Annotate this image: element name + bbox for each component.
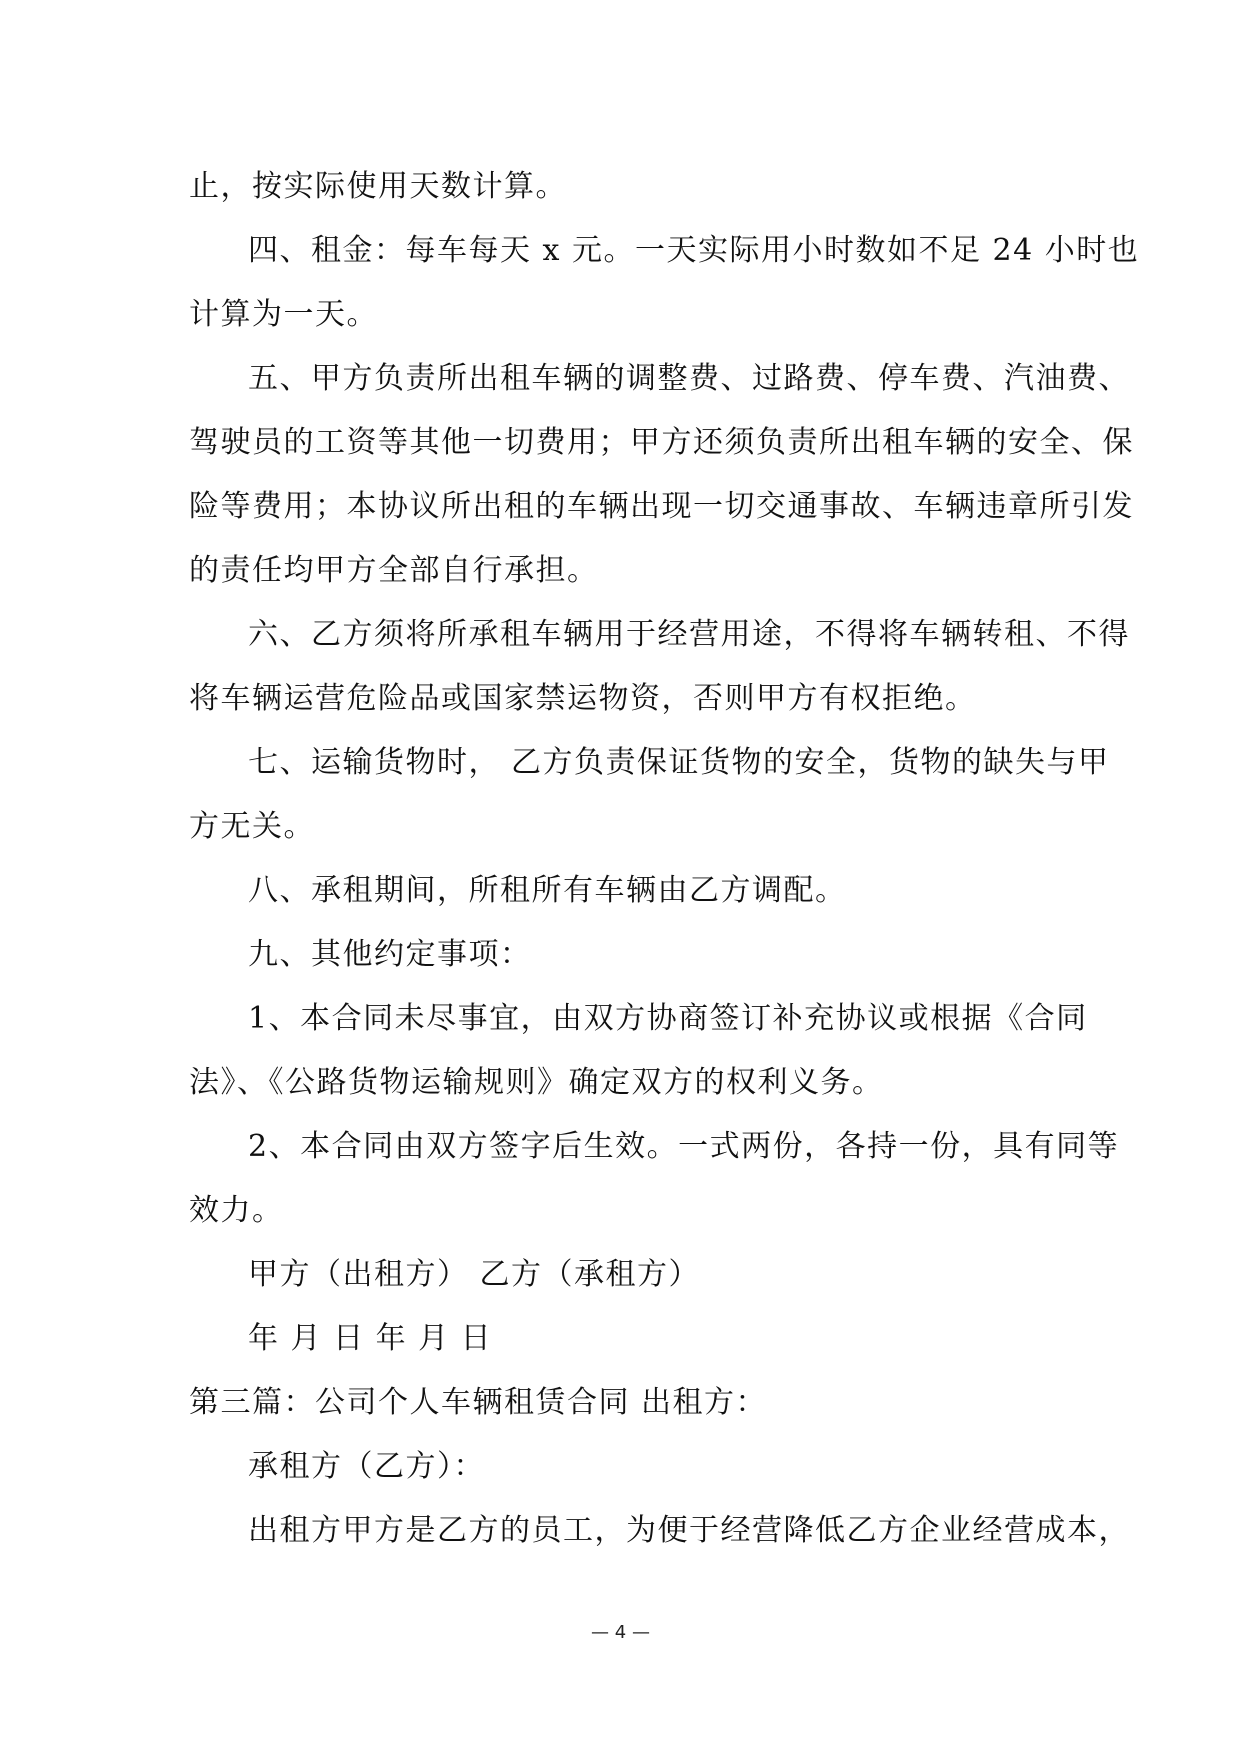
text-line: 六、乙方须将所承租车辆用于经营用途，不得将车辆转租、不得: [248, 617, 1130, 652]
text-line: 四、租金：每车每天 x 元。一天实际用小时数如不足 24 小时也: [248, 233, 1140, 268]
text-line: 险等费用；本协议所出租的车辆出现一切交通事故、车辆违章所引发: [189, 489, 1134, 524]
page-number: — 4 —: [591, 1622, 650, 1643]
text-line: 九、其他约定事项：: [248, 937, 532, 972]
text-line: 八、承租期间，所租所有车辆由乙方调配。: [248, 873, 847, 908]
text-line: 1、本合同未尽事宜，由双方协商签订补充协议或根据《合同: [248, 1001, 1088, 1036]
text-line: 出租方甲方是乙方的员工，为便于经营降低乙方企业经营成本，: [248, 1513, 1130, 1548]
text-line: 承租方（乙方）：: [248, 1449, 485, 1484]
text-line: 的责任均甲方全部自行承担。: [189, 553, 599, 588]
text-line: 2、本合同由双方签字后生效。一式两份，各持一份，具有同等: [248, 1129, 1120, 1164]
document-body: [189, 155, 1140, 1563]
text-line: 计算为一天。: [189, 297, 378, 332]
text-line: 将车辆运营危险品或国家禁运物资，否则甲方有权拒绝。: [189, 681, 977, 716]
text-line: 七、运输货物时， 乙方负责保证货物的安全，货物的缺失与甲: [248, 745, 1110, 780]
text-line: 法》、《公路货物运输规则》确定双方的权利义务。: [189, 1065, 884, 1100]
text-line: 驾驶员的工资等其他一切费用；甲方还须负责所出租车辆的安全、保: [189, 425, 1134, 460]
text-line: 止，按实际使用天数计算。: [189, 169, 567, 204]
text-line: 效力。: [189, 1193, 284, 1228]
signature-party-line: 甲方（出租方） 乙方（承租方）: [248, 1257, 701, 1292]
text-line: 五、甲方负责所出租车辆的调整费、过路费、停车费、汽油费、: [248, 361, 1130, 396]
text-line: 方无关。: [189, 809, 315, 844]
section-heading: 第三篇：公司个人车辆租赁合同 出租方：: [189, 1385, 768, 1420]
signature-date-line: 年 月 日 年 月 日: [248, 1321, 493, 1356]
